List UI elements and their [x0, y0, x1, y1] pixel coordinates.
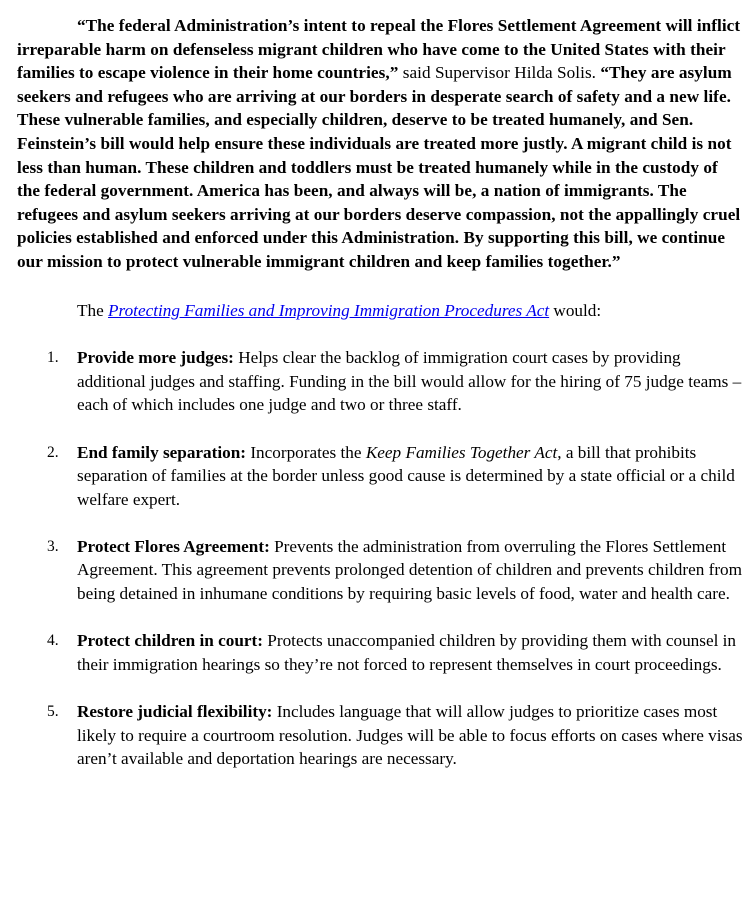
- quote-attribution: said Supervisor Hilda Solis.: [398, 63, 601, 83]
- list-item-text: Protects unaccompanied children by providing them with counsel in their immigration hearings so they’re not forced to represent themselves in court proceedings.: [77, 631, 737, 674]
- list-item-heading: End family separation:: [77, 442, 247, 462]
- list-item: [17, 629, 743, 676]
- list-item-heading: Restore judicial flexibility:: [77, 702, 273, 722]
- list-item-heading: Protect children in court:: [77, 631, 263, 651]
- quote-part-1: “The federal Administration’s intent to repeal the Flores Settlement Agreement will inflict irreparable harm on defenseless migrant children who have come to the United States with their families to escape violence in their home countries,”: [17, 16, 741, 83]
- list-item: [17, 535, 743, 606]
- quote-paragraph: [17, 14, 743, 274]
- list-item-heading: Provide more judges:: [77, 348, 234, 368]
- list-item-text: , a bill that prohibits separation of families at the border unless good cause is determined by a state official or a child welfare expert.: [77, 442, 735, 509]
- list-item-number: 4.: [47, 632, 59, 650]
- list-item-number: 5.: [47, 703, 59, 721]
- act-intro-suffix: would:: [549, 300, 602, 320]
- list-item-text: Helps clear the backlog of immigration court cases by providing additional judges and staffing. Funding in the bill would allow for the hiring of 75 judge teams – each of which includes one judge and two or three staff.: [77, 348, 742, 415]
- act-intro: [77, 299, 743, 323]
- list-item: [17, 700, 743, 771]
- act-link[interactable]: Protecting Families and Improving Immigration Procedures Act: [108, 300, 550, 320]
- list-item-text: Includes language that will allow judges to prioritize cases most likely to require a courtroom resolution. Judges will be able to focus efforts on cases where visas aren’t available and deportation hearings are necessary.: [77, 702, 743, 769]
- list-item-italic-title: Keep Families Together Act: [365, 442, 558, 462]
- list-item: [17, 346, 743, 417]
- list-item-number: 3.: [47, 537, 59, 555]
- list-item-text-before: Incorporates the: [246, 442, 366, 462]
- quote-part-2: “They are asylum seekers and refugees who are arriving at our borders in desperate search of safety and a new life. These vulnerable families, and especially children, deserve to be treated humanely, and Sen. Feinstein’s bill would help ensure these individuals are treated more justly. A migrant child is not less than human. These children and toddlers must be treated humanely while in the custody of the federal government. America has been, and always will be, a nation of immigrants. The refugees and asylum seekers arriving at our borders deserve compassion, not the appallingly cruel policies established and enforced under this Administration. By supporting this bill, we continue our mission to protect vulnerable immigrant children and keep families together.”: [17, 63, 741, 271]
- list-item-heading: Protect Flores Agreement:: [77, 536, 270, 556]
- list-item-number: 2.: [47, 443, 59, 461]
- act-intro-prefix: The: [77, 300, 109, 320]
- provisions-list: [17, 346, 743, 771]
- list-item-text: Prevents the administration from overruling the Flores Settlement Agreement. This agreement prevents prolonged detention of children and prevents children from being detained in inhumane conditions by requiring basic levels of food, water and health care.: [77, 536, 742, 604]
- list-item: [17, 441, 743, 512]
- list-item-number: 1.: [47, 349, 59, 367]
